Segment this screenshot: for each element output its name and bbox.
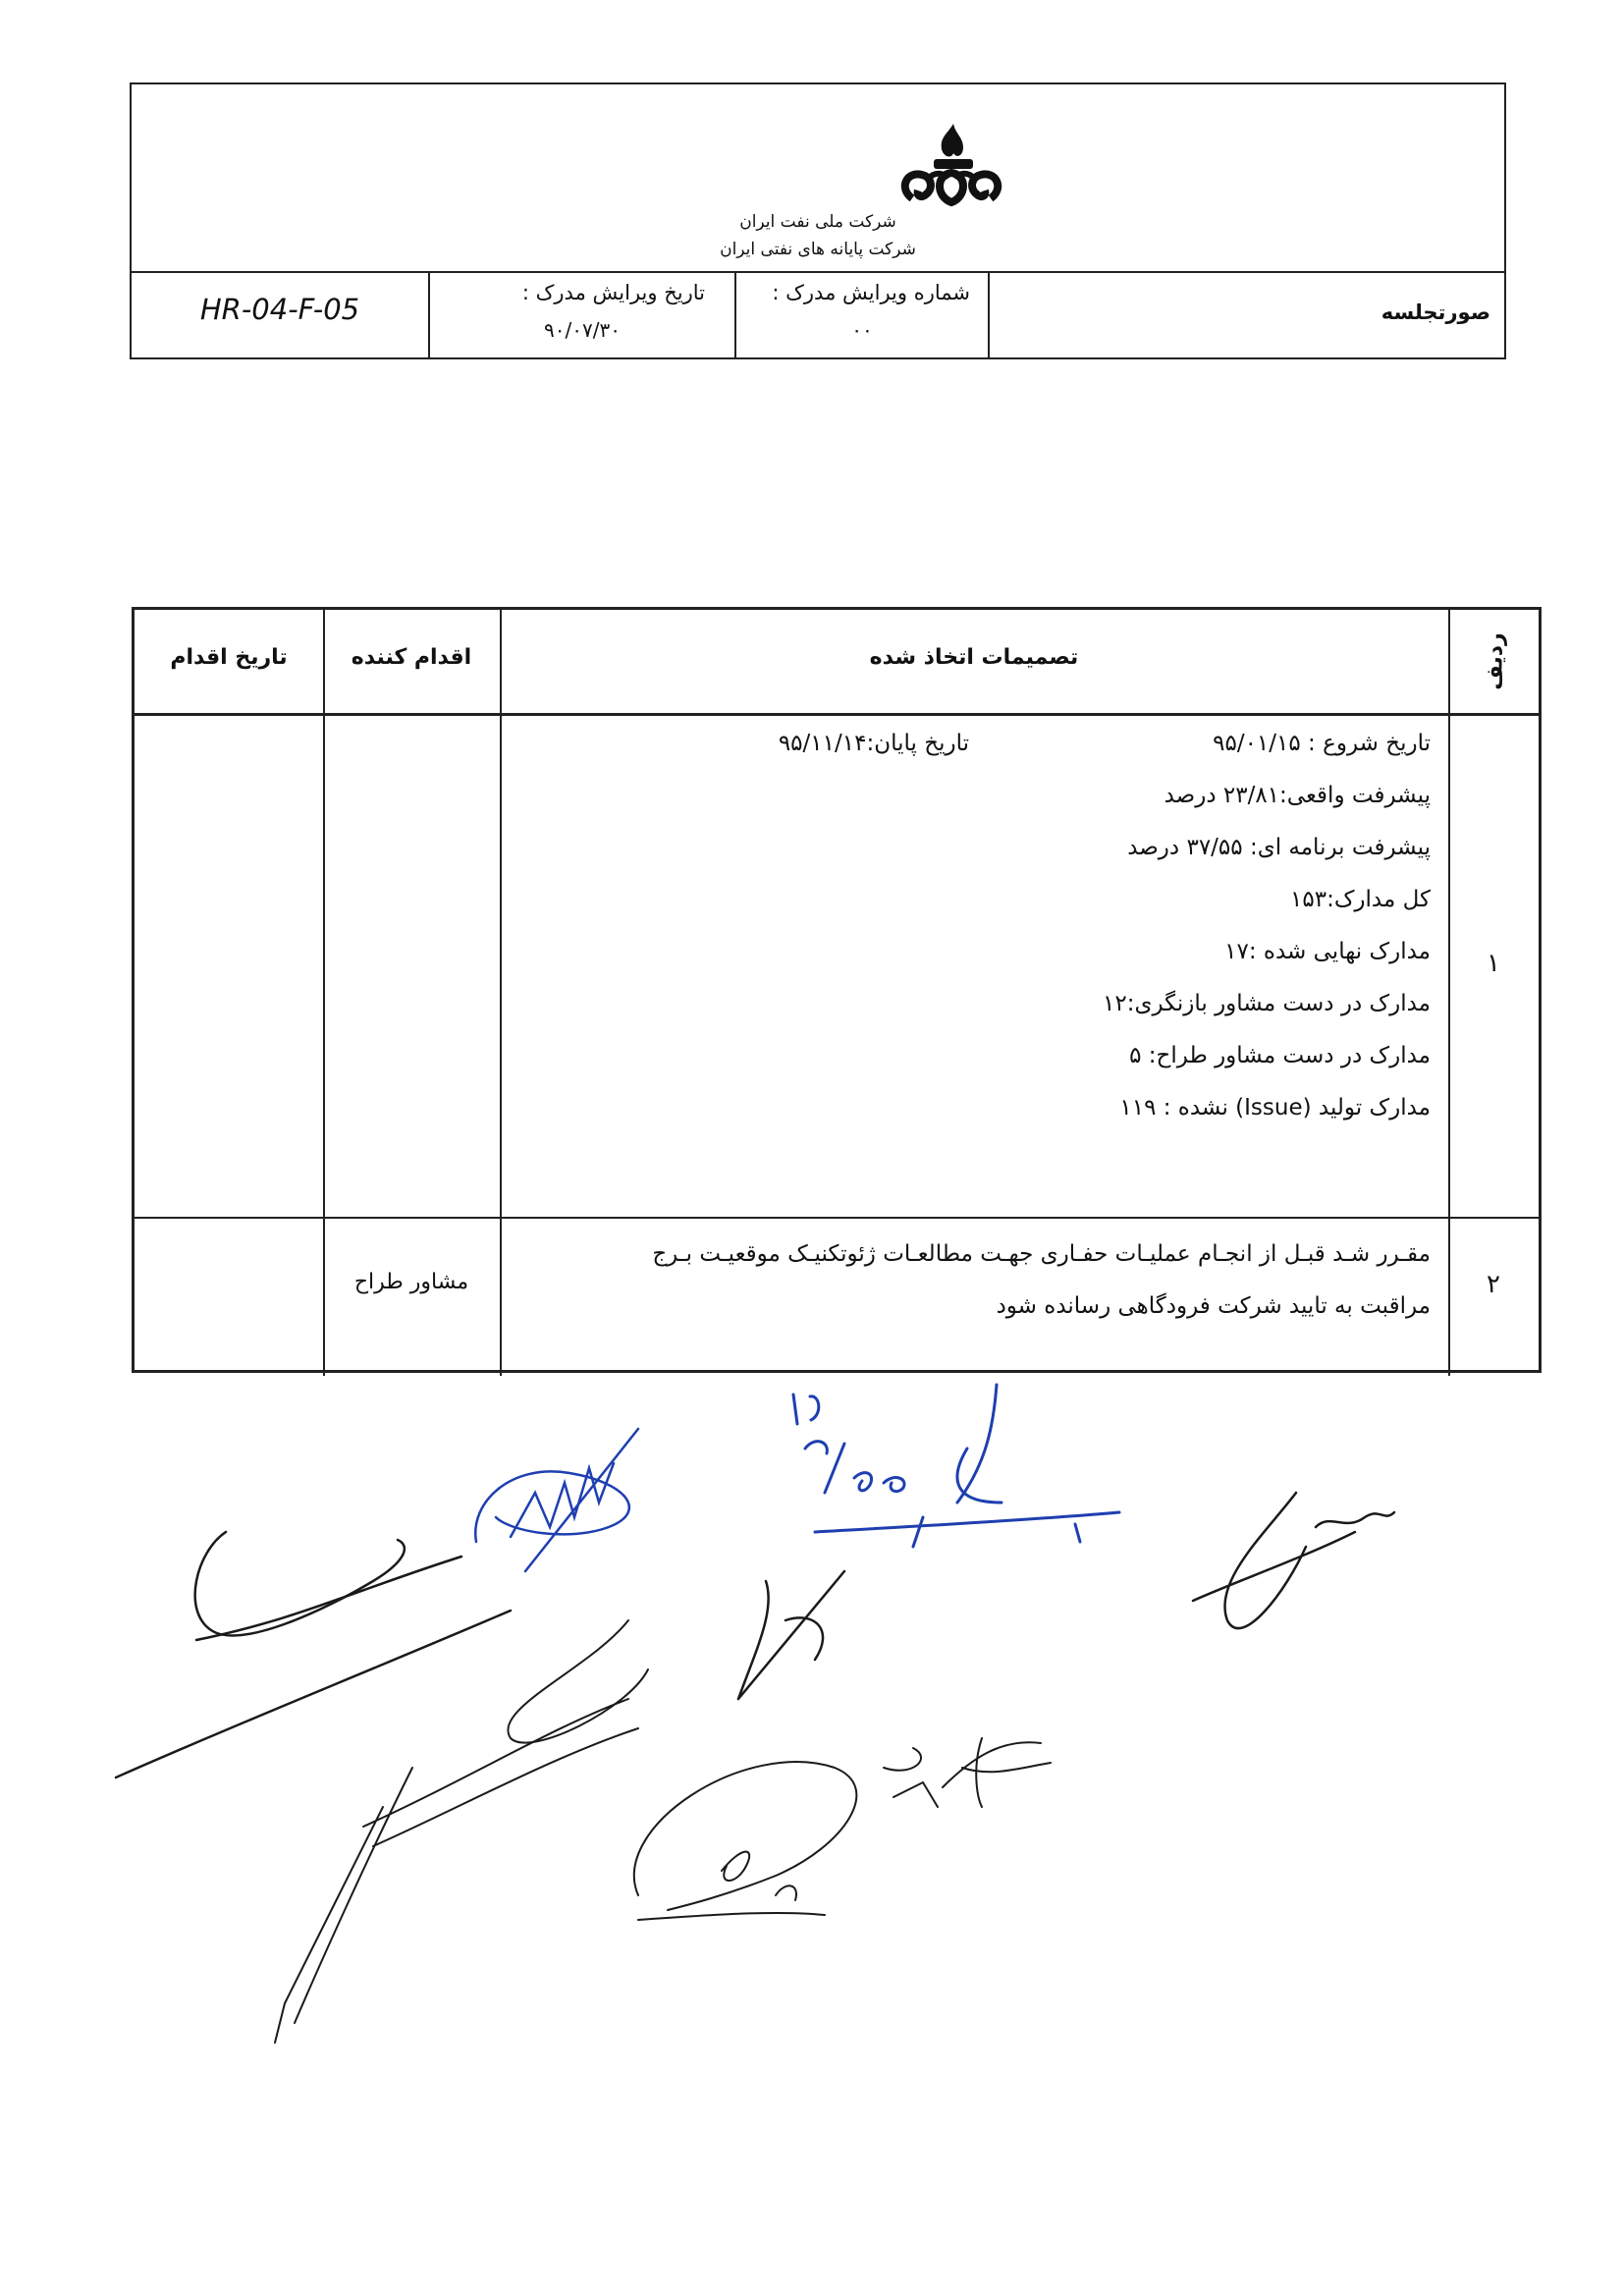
not-issued-documents: مدارک تولید (Issue) نشده : ۱۱۹ [1119,1095,1431,1121]
start-date: تاریخ شروع : ۹۵/۰۱/۱۵ [1213,731,1431,756]
header-actor: اقدام کننده [351,645,472,670]
signature-black-6 [884,1738,1051,1807]
header-action-date: تاریخ اقدام [170,645,288,670]
revision-number-value: ۰۰ [851,318,873,342]
finalized-documents: مدارک نهایی شده :۱۷ [1224,939,1431,964]
company-name-nioc: شرکت ملی نفت ایران [739,212,896,232]
signature-black-5 [634,1762,856,1920]
signature-black-1 [116,1532,511,1777]
actual-progress: پیشرفت واقعی:۲۳/۸۱ درصد [1164,783,1431,808]
revision-date-value: ۹۰/۰۷/۳۰ [544,318,621,342]
design-consultant-documents: مدارک در دست مشاور طراح: ۵ [1129,1043,1431,1068]
total-documents: کل مدارک:۱۵۳ [1290,887,1431,912]
signature-blue-1 [475,1429,638,1571]
doc-code: HR-04-F-05 [199,293,360,326]
doc-title: صورتجلسه [1380,301,1490,324]
revision-number-label: شماره ویرایش مدرک : [772,281,970,304]
header-decisions: تصمیمات اتخاذ شده [869,645,1079,670]
signature-black-2 [738,1571,844,1699]
actor-design-consultant: مشاور طراح [353,1270,469,1294]
company-name-terminals: شرکت پایانه های نفتی ایران [720,240,916,259]
review-consultant-documents: مدارک در دست مشاور بازنگری:۱۲ [1102,991,1431,1016]
revision-date-label: تاریخ ویرایش مدرک : [521,281,705,304]
signature-black-4 [275,1620,648,2043]
row-number: ۲ [1487,1270,1500,1299]
end-date: تاریخ پایان:۹۵/۱۱/۱۴ [778,731,969,756]
decision-line-1: مقـرر شـد قبـل از انجـام عملیـات حفـاری جهـت مطالعـات ژئوتکنیـک موقعیـت بـرج [652,1241,1431,1267]
decision-line-2: مراقبت به تایید شرکت فرودگاهی رسانده شود [996,1293,1431,1319]
header-row-number-label: ردیف [1483,632,1508,690]
row-number: ۱ [1487,949,1500,978]
planned-progress: پیشرفت برنامه ای: ۳۷/۵۵ درصد [1127,835,1431,860]
signature-black-3 [1193,1493,1394,1628]
handwritten-date-signature [793,1385,1119,1547]
